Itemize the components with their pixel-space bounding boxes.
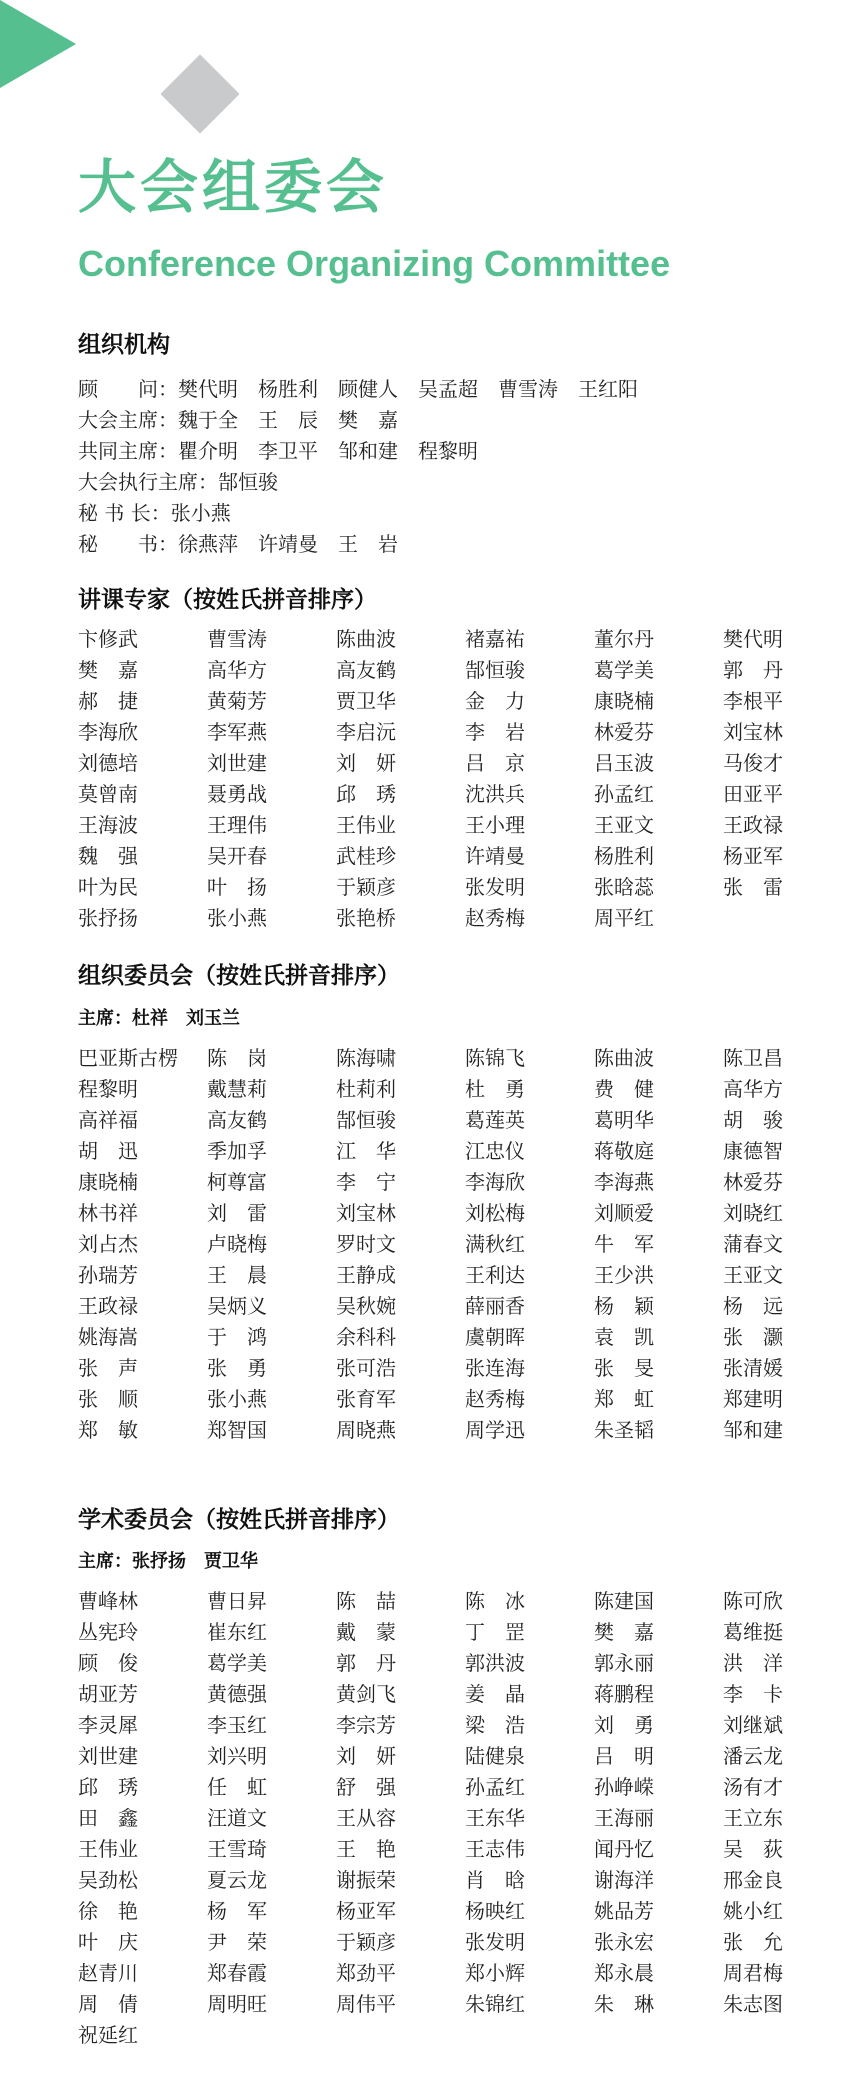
name-cell: 陈海啸 [336,1046,396,1070]
name-cell: 舒 强 [336,1775,396,1799]
name-cell: 姚品芳 [594,1899,654,1923]
name-cell: 康晓楠 [78,1170,138,1194]
name-cell: 康德智 [723,1139,783,1163]
name-cell: 于 鸿 [207,1325,267,1349]
name-cell: 柯尊富 [207,1170,267,1194]
name-cell: 马俊才 [723,751,783,775]
name-cell: 李 卡 [723,1682,783,1706]
name-cell: 杨映红 [465,1899,525,1923]
name-cell: 周 倩 [78,1992,138,2016]
name-cell: 王志伟 [465,1837,525,1861]
name-cell: 高友鹤 [336,658,396,682]
name-cell: 张小燕 [207,1387,267,1411]
name-cell: 董尔丹 [594,627,654,651]
name-cell: 郑春霞 [207,1961,267,1985]
name-cell: 季加孚 [207,1139,267,1163]
name-cell: 王政禄 [723,813,783,837]
name-cell: 杨 军 [207,1899,267,1923]
name-cell: 邱 琇 [78,1775,138,1799]
name-cell: 樊 嘉 [78,658,138,682]
name-cell: 武桂珍 [336,844,396,868]
name-cell: 张 顺 [78,1387,138,1411]
name-cell: 王静成 [336,1263,396,1287]
name-cell: 刘顺爱 [594,1201,654,1225]
name-cell: 王伟业 [336,813,396,837]
name-cell: 姚小红 [723,1899,783,1923]
name-cell: 薛丽香 [465,1294,525,1318]
name-cell: 蒋鹏程 [594,1682,654,1706]
name-cell: 魏 强 [78,844,138,868]
name-cell: 郑智国 [207,1418,267,1442]
name-cell: 黄菊芳 [207,689,267,713]
name-cell: 刘世建 [207,751,267,775]
name-cell: 刘 勇 [594,1713,654,1737]
name-cell: 葛维挺 [723,1620,783,1644]
name-cell: 张晗蕊 [594,875,654,899]
name-cell: 张抒扬 [78,906,138,930]
name-cell: 葛学美 [594,658,654,682]
name-cell: 张 灏 [723,1325,783,1349]
name-cell: 郭 丹 [336,1651,396,1675]
name-cell: 陈曲波 [336,627,396,651]
name-cell: 杨亚军 [336,1899,396,1923]
name-cell: 林爱芬 [594,720,654,744]
name-cell: 于颖彦 [336,1930,396,1954]
name-cell: 王亚文 [594,813,654,837]
name-cell: 潘云龙 [723,1744,783,1768]
name-cell: 黄德强 [207,1682,267,1706]
name-cell: 周君梅 [723,1961,783,1985]
name-cell: 田亚平 [723,782,783,806]
name-cell: 赵青川 [78,1961,138,1985]
name-cell: 金 力 [465,689,525,713]
name-cell: 叶 庆 [78,1930,138,1954]
name-cell: 卞修武 [78,627,138,651]
name-cell: 郭洪波 [465,1651,525,1675]
name-cell: 周明旺 [207,1992,267,2016]
name-cell: 李启沅 [336,720,396,744]
name-cell: 杨胜利 [594,844,654,868]
name-cell: 王东华 [465,1806,525,1830]
name-cell: 洪 洋 [723,1651,783,1675]
name-cell: 杜莉利 [336,1077,396,1101]
name-cell: 张艳桥 [336,906,396,930]
name-cell: 孙瑞芳 [78,1263,138,1287]
name-cell: 刘占杰 [78,1232,138,1256]
name-cell: 刘宝林 [336,1201,396,1225]
name-cell: 张 旻 [594,1356,654,1380]
name-cell: 邢金良 [723,1868,783,1892]
diamond-decoration [160,54,239,133]
name-cell: 葛莲英 [465,1108,525,1132]
name-cell: 孙孟红 [594,782,654,806]
page-subtitle: Conference Organizing Committee [78,243,671,284]
name-cell: 李 岩 [465,720,525,744]
name-cell: 曹日昇 [207,1589,267,1613]
name-cell: 朱圣韬 [594,1418,654,1442]
name-cell: 郝 捷 [78,689,138,713]
name-cell: 周伟平 [336,1992,396,2016]
org-committee-chair: 主席：杜祥 刘玉兰 [78,1008,240,1029]
name-cell: 谢海洋 [594,1868,654,1892]
name-cell: 王亚文 [723,1263,783,1287]
name-cell: 梁 浩 [465,1713,525,1737]
name-cell: 王政禄 [78,1294,138,1318]
name-cell: 王海波 [78,813,138,837]
organization-heading: 组织机构 [78,332,170,358]
name-cell: 张 允 [723,1930,783,1954]
name-cell: 李海燕 [594,1170,654,1194]
name-cell: 郑劲平 [336,1961,396,1985]
name-cell: 陈曲波 [594,1046,654,1070]
name-cell: 赵秀梅 [465,1387,525,1411]
name-cell: 顾 俊 [78,1651,138,1675]
name-cell: 黄剑飞 [336,1682,396,1706]
name-cell: 王少洪 [594,1263,654,1287]
name-cell: 杨 远 [723,1294,783,1318]
experts-grid [78,624,822,934]
name-cell: 杨 颖 [594,1294,654,1318]
name-cell: 尹 荣 [207,1930,267,1954]
name-cell: 吴 荻 [723,1837,783,1861]
name-cell: 林爱芬 [723,1170,783,1194]
name-cell: 朱志图 [723,1992,783,2016]
name-cell: 孙孟红 [465,1775,525,1799]
name-cell: 李宗芳 [336,1713,396,1737]
name-cell: 蒋敬庭 [594,1139,654,1163]
name-cell: 沈洪兵 [465,782,525,806]
name-cell: 费 健 [594,1077,654,1101]
name-cell: 胡 骏 [723,1108,783,1132]
name-cell: 吕 明 [594,1744,654,1768]
org-row-executive-chair: 大会执行主席：郜恒骏 [78,470,278,494]
name-cell: 张连海 [465,1356,525,1380]
name-cell: 林书祥 [78,1201,138,1225]
name-cell: 郑永晨 [594,1961,654,1985]
name-cell: 李海欣 [78,720,138,744]
name-cell: 夏云龙 [207,1868,267,1892]
name-cell: 陈可欣 [723,1589,783,1613]
academic-committee-chair: 主席：张抒扬 贾卫华 [78,1551,258,1572]
name-cell: 李海欣 [465,1170,525,1194]
name-cell: 褚嘉祐 [465,627,525,651]
name-cell: 樊 嘉 [594,1620,654,1644]
name-cell: 郜恒骏 [336,1108,396,1132]
name-cell: 张 声 [78,1356,138,1380]
name-cell: 曹雪涛 [207,627,267,651]
name-cell: 王 晨 [207,1263,267,1287]
name-cell: 田 鑫 [78,1806,138,1830]
org-row-secretaries: 秘 书：徐燕萍 许靖曼 王 岩 [78,532,398,556]
name-cell: 杜 勇 [465,1077,525,1101]
name-cell: 郑建明 [723,1387,783,1411]
name-cell: 莫曾南 [78,782,138,806]
academic-committee-grid [78,1586,822,2051]
name-cell: 姜 晶 [465,1682,525,1706]
name-cell: 高祥福 [78,1108,138,1132]
name-cell: 王海丽 [594,1806,654,1830]
name-cell: 陈建国 [594,1589,654,1613]
name-cell: 赵秀梅 [465,906,525,930]
name-cell: 刘 妍 [336,1744,396,1768]
name-cell: 刘松梅 [465,1201,525,1225]
org-committee-grid [78,1043,822,1446]
name-cell: 吕 京 [465,751,525,775]
name-cell: 陈锦飞 [465,1046,525,1070]
name-cell: 李军燕 [207,720,267,744]
name-cell: 刘 雷 [207,1201,267,1225]
name-cell: 谢振荣 [336,1868,396,1892]
name-cell: 刘宝林 [723,720,783,744]
org-row-chair: 大会主席：魏于全 王 辰 樊 嘉 [78,408,398,432]
name-cell: 孙峥嵘 [594,1775,654,1799]
name-cell: 周学迅 [465,1418,525,1442]
name-cell: 周平红 [594,906,654,930]
name-cell: 王从容 [336,1806,396,1830]
name-cell: 郭永丽 [594,1651,654,1675]
name-cell: 郑 虹 [594,1387,654,1411]
name-cell: 徐 艳 [78,1899,138,1923]
name-cell: 虞朝晖 [465,1325,525,1349]
name-cell: 李灵犀 [78,1713,138,1737]
corner-triangle-decoration [0,0,76,88]
name-cell: 汤有才 [723,1775,783,1799]
name-cell: 胡 迅 [78,1139,138,1163]
name-cell: 郭 丹 [723,658,783,682]
name-cell: 吴开春 [207,844,267,868]
name-cell: 程黎明 [78,1077,138,1101]
name-cell: 陆健泉 [465,1744,525,1768]
name-cell: 王立东 [723,1806,783,1830]
name-cell: 朱锦红 [465,1992,525,2016]
name-cell: 姚海嵩 [78,1325,138,1349]
name-cell: 丁 罡 [465,1620,525,1644]
name-cell: 贾卫华 [336,689,396,713]
name-cell: 张发明 [465,1930,525,1954]
name-cell: 刘晓红 [723,1201,783,1225]
name-cell: 王利达 [465,1263,525,1287]
name-cell: 巴亚斯古楞 [78,1046,178,1070]
name-cell: 张小燕 [207,906,267,930]
experts-heading: 讲课专家（按姓氏拼音排序） [78,587,377,613]
name-cell: 丛宪玲 [78,1620,138,1644]
name-cell: 葛明华 [594,1108,654,1132]
name-cell: 吴炳义 [207,1294,267,1318]
name-cell: 高华方 [207,658,267,682]
org-row-co-chairs: 共同主席：瞿介明 李卫平 邹和建 程黎明 [78,439,478,463]
name-cell: 曹峰林 [78,1589,138,1613]
name-cell: 王小理 [465,813,525,837]
name-cell: 江 华 [336,1139,396,1163]
name-cell: 刘 妍 [336,751,396,775]
name-cell: 江忠仪 [465,1139,525,1163]
name-cell: 罗时文 [336,1232,396,1256]
name-cell: 牛 军 [594,1232,654,1256]
name-cell: 朱 琳 [594,1992,654,2016]
name-cell: 李 宁 [336,1170,396,1194]
name-cell: 王伟业 [78,1837,138,1861]
org-row-secretary-general: 秘 书 长：张小燕 [78,501,231,525]
name-cell: 高友鹤 [207,1108,267,1132]
name-cell: 叶为民 [78,875,138,899]
name-cell: 郜恒骏 [465,658,525,682]
name-cell: 胡亚芳 [78,1682,138,1706]
org-row-advisors: 顾 问：樊代明 杨胜利 顾健人 吴孟超 曹雪涛 王红阳 [78,377,638,401]
name-cell: 陈卫昌 [723,1046,783,1070]
name-cell: 张可浩 [336,1356,396,1380]
name-cell: 樊代明 [723,627,783,651]
page-title: 大会组委会 [78,153,389,221]
name-cell: 袁 凯 [594,1325,654,1349]
name-cell: 刘继斌 [723,1713,783,1737]
name-cell: 吴劲松 [78,1868,138,1892]
name-cell: 刘兴明 [207,1744,267,1768]
name-cell: 陈 岗 [207,1046,267,1070]
name-cell: 许靖曼 [465,844,525,868]
name-cell: 闻丹忆 [594,1837,654,1861]
name-cell: 肖 晗 [465,1868,525,1892]
name-cell: 余科科 [336,1325,396,1349]
academic-committee-heading: 学术委员会（按姓氏拼音排序） [78,1507,400,1533]
name-cell: 刘世建 [78,1744,138,1768]
name-cell: 吕玉波 [594,751,654,775]
name-cell: 陈 喆 [336,1589,396,1613]
name-cell: 满秋红 [465,1232,525,1256]
name-cell: 张 雷 [723,875,783,899]
name-cell: 高华方 [723,1077,783,1101]
name-cell: 李玉红 [207,1713,267,1737]
name-cell: 于颖彦 [336,875,396,899]
name-cell: 刘德培 [78,751,138,775]
name-cell: 叶 扬 [207,875,267,899]
name-cell: 张永宏 [594,1930,654,1954]
name-cell: 祝延红 [78,2023,138,2047]
name-cell: 聂勇战 [207,782,267,806]
name-cell: 张 勇 [207,1356,267,1380]
name-cell: 蒲春文 [723,1232,783,1256]
name-cell: 戴 蒙 [336,1620,396,1644]
name-cell: 吴秋婉 [336,1294,396,1318]
name-cell: 郑小辉 [465,1961,525,1985]
name-cell: 周晓燕 [336,1418,396,1442]
name-cell: 张清媛 [723,1356,783,1380]
name-cell: 张育军 [336,1387,396,1411]
name-cell: 王理伟 [207,813,267,837]
name-cell: 杨亚军 [723,844,783,868]
name-cell: 葛学美 [207,1651,267,1675]
name-cell: 邹和建 [723,1418,783,1442]
name-cell: 李根平 [723,689,783,713]
name-cell: 康晓楠 [594,689,654,713]
name-cell: 张发明 [465,875,525,899]
name-cell: 王 艳 [336,1837,396,1861]
name-cell: 任 虹 [207,1775,267,1799]
name-cell: 汪道文 [207,1806,267,1830]
name-cell: 戴慧莉 [207,1077,267,1101]
name-cell: 崔东红 [207,1620,267,1644]
name-cell: 邱 琇 [336,782,396,806]
org-committee-heading: 组织委员会（按姓氏拼音排序） [78,963,400,989]
name-cell: 卢晓梅 [207,1232,267,1256]
organization-list [78,374,838,560]
name-cell: 王雪琦 [207,1837,267,1861]
name-cell: 陈 冰 [465,1589,525,1613]
name-cell: 郑 敏 [78,1418,138,1442]
